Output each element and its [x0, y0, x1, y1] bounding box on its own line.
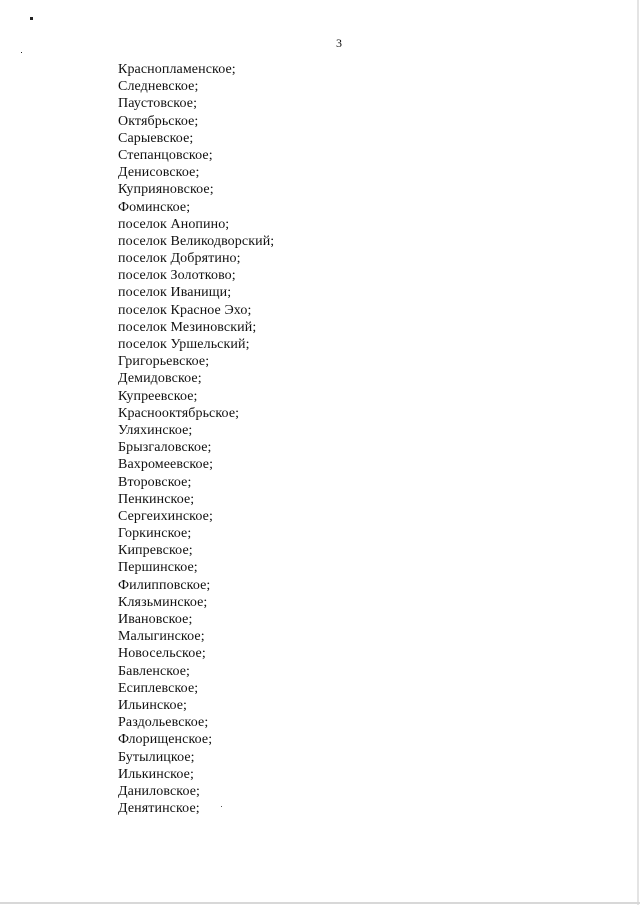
- list-item: Малыгинское;: [118, 629, 205, 645]
- list-item: Демидовское;: [118, 371, 202, 387]
- scan-speck: [21, 52, 22, 53]
- list-item: Краснооктябрьское;: [118, 405, 240, 421]
- list-item: поселок Мезиновский;: [118, 319, 257, 335]
- list-item: Денисовское;: [118, 165, 200, 181]
- list-item: Денятинское;: [118, 801, 200, 817]
- settlement-list: [118, 61, 274, 817]
- list-item: Горкинское;: [118, 526, 192, 542]
- list-item: Купреевское;: [118, 388, 198, 404]
- list-item: Сергеихинское;: [118, 508, 213, 524]
- list-item: поселок Анопино;: [118, 216, 230, 232]
- list-item: Першинское;: [118, 560, 198, 576]
- list-item: Кипревское;: [118, 543, 193, 559]
- list-item: поселок Добрятино;: [118, 251, 241, 267]
- list-item: поселок Уршельский;: [118, 337, 250, 352]
- list-item: Ильинское;: [118, 697, 188, 713]
- list-item: Флорищенское;: [118, 732, 213, 748]
- list-item: Раздольевское;: [118, 715, 209, 731]
- list-item: Следневское;: [118, 79, 199, 95]
- list-item: Куприяновское;: [118, 182, 214, 198]
- list-item: Бутылицкое;: [118, 749, 195, 765]
- list-item: Пенкинское;: [118, 491, 195, 507]
- list-item: Илькинское;: [118, 766, 194, 782]
- list-item: Даниловское;: [118, 783, 201, 799]
- list-item: Степанцовское;: [118, 147, 213, 163]
- page-edge-bottom: [0, 902, 640, 904]
- list-item: Есиплевское;: [118, 680, 199, 696]
- list-item: поселок Красное Эхо;: [118, 302, 252, 318]
- list-item: Сарыевское;: [118, 130, 194, 146]
- list-item: Уляхинское;: [118, 422, 193, 438]
- list-item: Григорьевское;: [118, 354, 210, 370]
- scan-speck: [30, 17, 33, 20]
- list-item: Бавленское;: [118, 663, 191, 679]
- list-item: Октябрьское;: [118, 113, 199, 129]
- page-number: 3: [336, 36, 342, 50]
- list-item: поселок Великодворский;: [118, 233, 275, 249]
- list-item: Краснопламенское;: [118, 62, 236, 77]
- list-item: Паустовское;: [118, 96, 198, 112]
- page-edge-right: [637, 0, 639, 905]
- list-item: Фоминское;: [118, 199, 191, 215]
- list-item: Ивановское;: [118, 612, 193, 627]
- list-item: Новосельское;: [118, 646, 206, 662]
- list-item: Брызгаловское;: [118, 440, 212, 456]
- list-item: поселок Иванищи;: [118, 285, 232, 301]
- list-item: Филипповское;: [118, 577, 211, 593]
- list-item: Клязьминское;: [118, 594, 208, 610]
- list-item: Вахромеевское;: [118, 457, 214, 473]
- list-item: Второвское;: [118, 474, 192, 490]
- list-item: поселок Золотково;: [118, 268, 236, 284]
